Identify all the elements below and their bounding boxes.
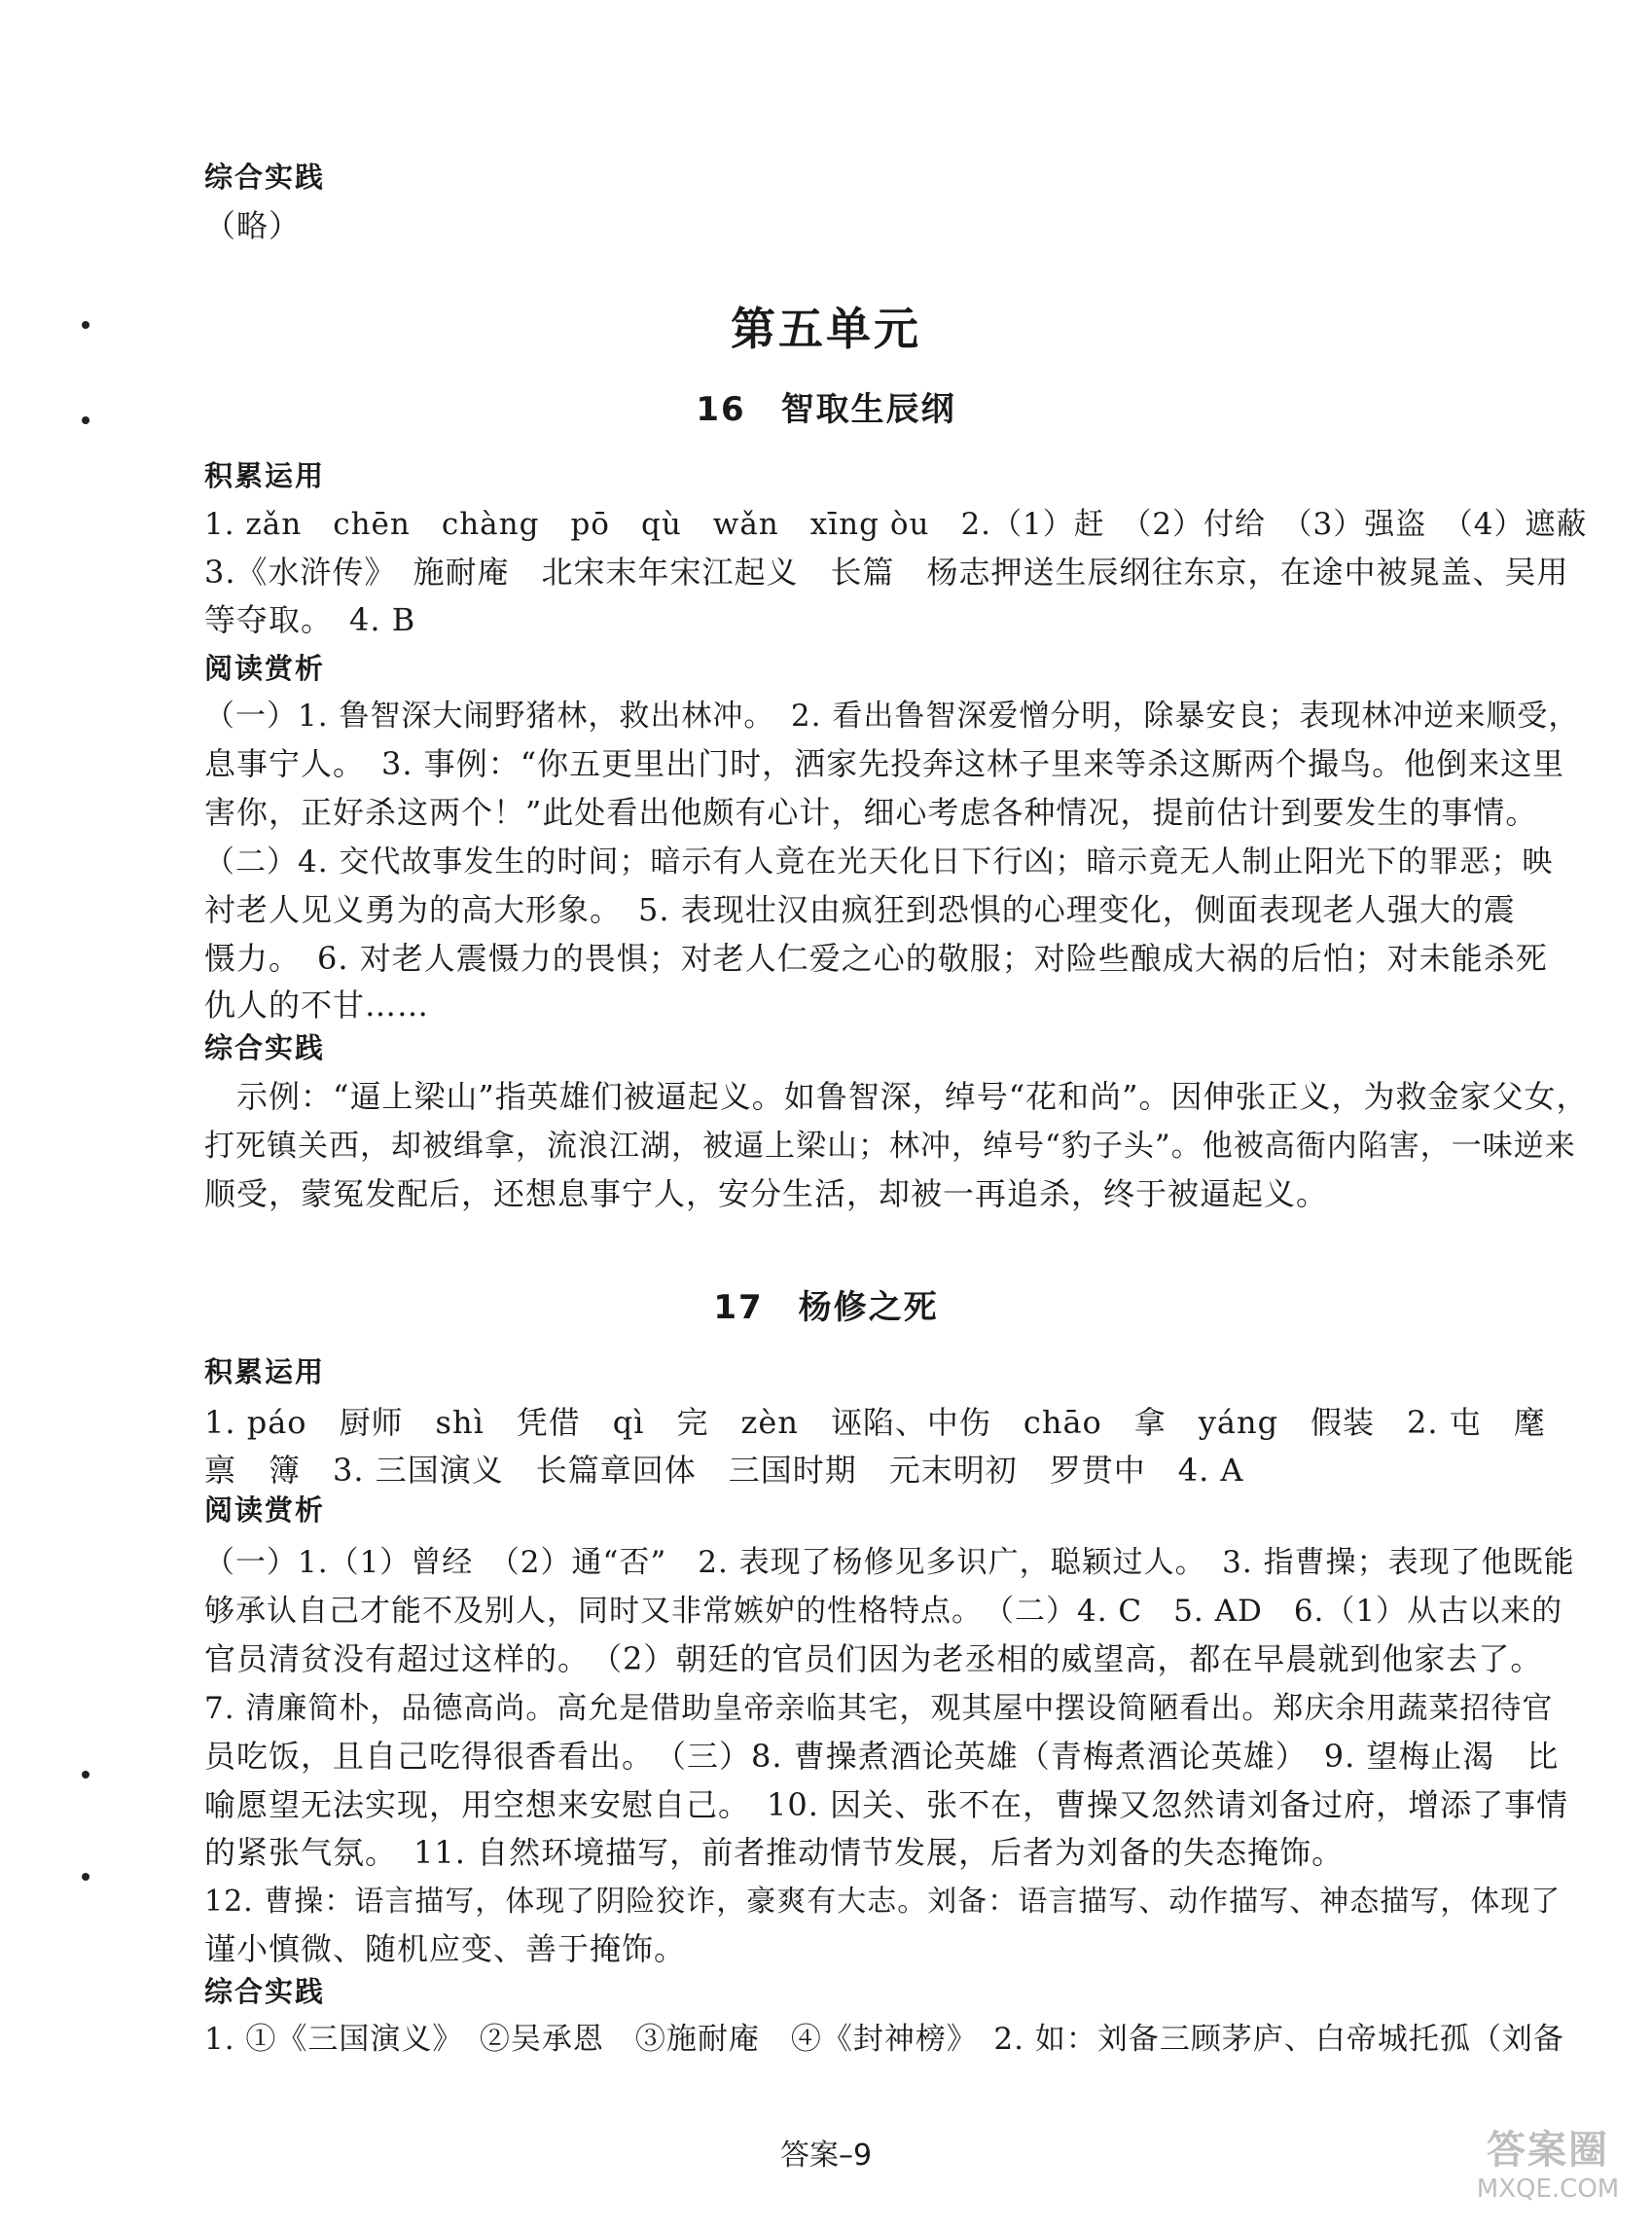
lesson-16-accumulation-line: 3.《水浒传》 施耐庵 北宋末年宋江起义 长篇 杨志押送生辰纲往东京，在途中被晁盖、吴用 bbox=[204, 554, 1569, 591]
page-number: 答案–9 bbox=[779, 2138, 873, 2173]
lesson-17-reading-line: 员吃饭，且自己吃得很香看出。 （三）8. 曹操煮酒论英雄（青梅煮酒论英雄） 9. 望梅止渴 比 bbox=[204, 1738, 1560, 1775]
lesson-17-reading-line: 够承认自己才能不及别人，同时又非常嫉妒的性格特点。 （二）4. C 5. AD 6.（1）从古以来的 bbox=[204, 1594, 1563, 1629]
lesson-16-heading-practice: 综合实践 bbox=[204, 1031, 326, 1064]
lesson-17-reading-line: 7. 清廉简朴，品德高尚。高允是借助皇帝亲临其宅，观其屋中摆设简陋看出。郑庆余用蔬菜招待官 bbox=[204, 1691, 1554, 1726]
watermark-url: MXQE.COM bbox=[1476, 2174, 1620, 2204]
lesson-17-accumulation-line: 禀 簿 3. 三国演义 长篇章回体 三国时期 元末明初 罗贯中 4. A bbox=[204, 1452, 1244, 1489]
lesson-16-reading-line: 仇人的不甘…… bbox=[204, 987, 430, 1024]
lesson-16-practice-line: 示例：“逼上梁山”指英雄们被逼起义。如鲁智深，绰号“花和尚”。因伸张正义，为救金家父女， bbox=[204, 1078, 1589, 1115]
lesson-16-accumulation-line: 1. zǎn chēn chàng pō qù wǎn xīng òu 2.（1）赶 （2）付给 （3）强盗 （4）遮蔽 bbox=[204, 507, 1588, 542]
lesson-17-title: 17 杨修之死 bbox=[713, 1288, 939, 1327]
lesson-16-accumulation-line: 等夺取。 4. B bbox=[204, 601, 416, 638]
lesson-17-reading-line: 官员清贫没有超过这样的。 （2）朝廷的官员们因为老丞相的威望高，都在早晨就到他家去了。 bbox=[204, 1640, 1543, 1677]
lesson-16-reading-line: 害你，正好杀这两个！”此处看出他颇有心计，细心考虑各种情况，提前估计到要发生的事情。 bbox=[204, 794, 1538, 831]
lesson-17-reading-line: 谨小慎微、随机应变、善于掩饰。 bbox=[204, 1930, 687, 1967]
lesson-17-heading-reading: 阅读赏析 bbox=[204, 1493, 326, 1527]
lesson-17-heading-accumulation: 积累运用 bbox=[204, 1355, 326, 1388]
lesson-17-heading-practice: 综合实践 bbox=[204, 1975, 326, 2008]
lesson-17-reading-line: 喻愿望无法实现，用空想来安慰自己。 10. 因关、张不在，曹操又忽然请刘备过府，增添了事情 bbox=[204, 1786, 1569, 1823]
lesson-16-practice-line: 打死镇关西，却被缉拿，流浪江湖，被逼上梁山；林冲，绰号“豹子头”。他被高衙内陷害，一味逆来 bbox=[204, 1129, 1576, 1164]
unit-title: 第五单元 bbox=[731, 303, 921, 355]
watermark-logo bbox=[1465, 2119, 1631, 2216]
lesson-16-reading-line: 慑力。 6. 对老人震慑力的畏惧；对老人仁爱之心的敬服；对险些酿成大祸的后怕；对未能杀死 bbox=[204, 940, 1548, 977]
lesson-16-heading-accumulation: 积累运用 bbox=[204, 459, 326, 492]
lesson-16-practice-line: 顺受，蒙冤发配后，还想息事宁人，安分生活，却被一再追杀，终于被逼起义。 bbox=[204, 1175, 1329, 1212]
lesson-16-title: 16 智取生辰纲 bbox=[696, 390, 956, 429]
lesson-17-accumulation-line: 1. páo 厨师 shì 凭借 qì 完 zèn 诬陷、中伤 chāo 拿 yáng 假装 2. 屯 麾 bbox=[204, 1404, 1546, 1441]
lesson-16-reading-line: （二）4. 交代故事发生的时间；暗示有人竟在光天化日下行凶；暗示竟无人制止阳光下的罪恶；映 bbox=[204, 844, 1554, 880]
lesson-16-reading-line: 息事宁人。 3. 事例：“你五更里出门时，洒家先投奔这林子里来等杀这厮两个撮鸟。他倒来这里 bbox=[204, 745, 1565, 782]
watermark-text: 答案圈 bbox=[1487, 2128, 1609, 2173]
section-heading-practice: 综合实践 bbox=[204, 161, 326, 194]
lesson-17-reading-line: 12. 曹操：语言描写，体现了阴险狡诈，豪爽有大志。刘备：语言描写、动作描写、神态描写，体现了 bbox=[204, 1885, 1562, 1919]
margin-dot bbox=[82, 1771, 90, 1779]
lesson-16-reading-line: 衬老人见义勇为的高大形象。 5. 表现壮汉由疯狂到恐惧的心理变化，侧面表现老人强大的震 bbox=[204, 891, 1516, 928]
lesson-16-heading-reading: 阅读赏析 bbox=[204, 652, 326, 685]
margin-dot bbox=[82, 1873, 90, 1881]
lesson-17-practice-line: 1. ①《三国演义》 ②吴承恩 ③施耐庵 ④《封神榜》 2. 如：刘备三顾茅庐、白帝城托孤（刘备 bbox=[204, 2022, 1564, 2057]
lesson-16-reading-line: （一）1. 鲁智深大闹野猪林，救出林冲。 2. 看出鲁智深爱憎分明，除暴安良；表现林冲逆来顺受， bbox=[204, 699, 1580, 734]
lesson-17-reading-line: （一）1.（1）曾经 （2）通“否” 2. 表现了杨修见多识广，聪颖过人。 3. 指曹操；表现了他既能 bbox=[204, 1545, 1575, 1580]
lesson-17-reading-line: 的紧张气氛。 11. 自然环境描写，前者推动情节发展，后者为刘备的失态掩饰。 bbox=[204, 1834, 1345, 1871]
omitted-note: （略） bbox=[204, 207, 302, 244]
